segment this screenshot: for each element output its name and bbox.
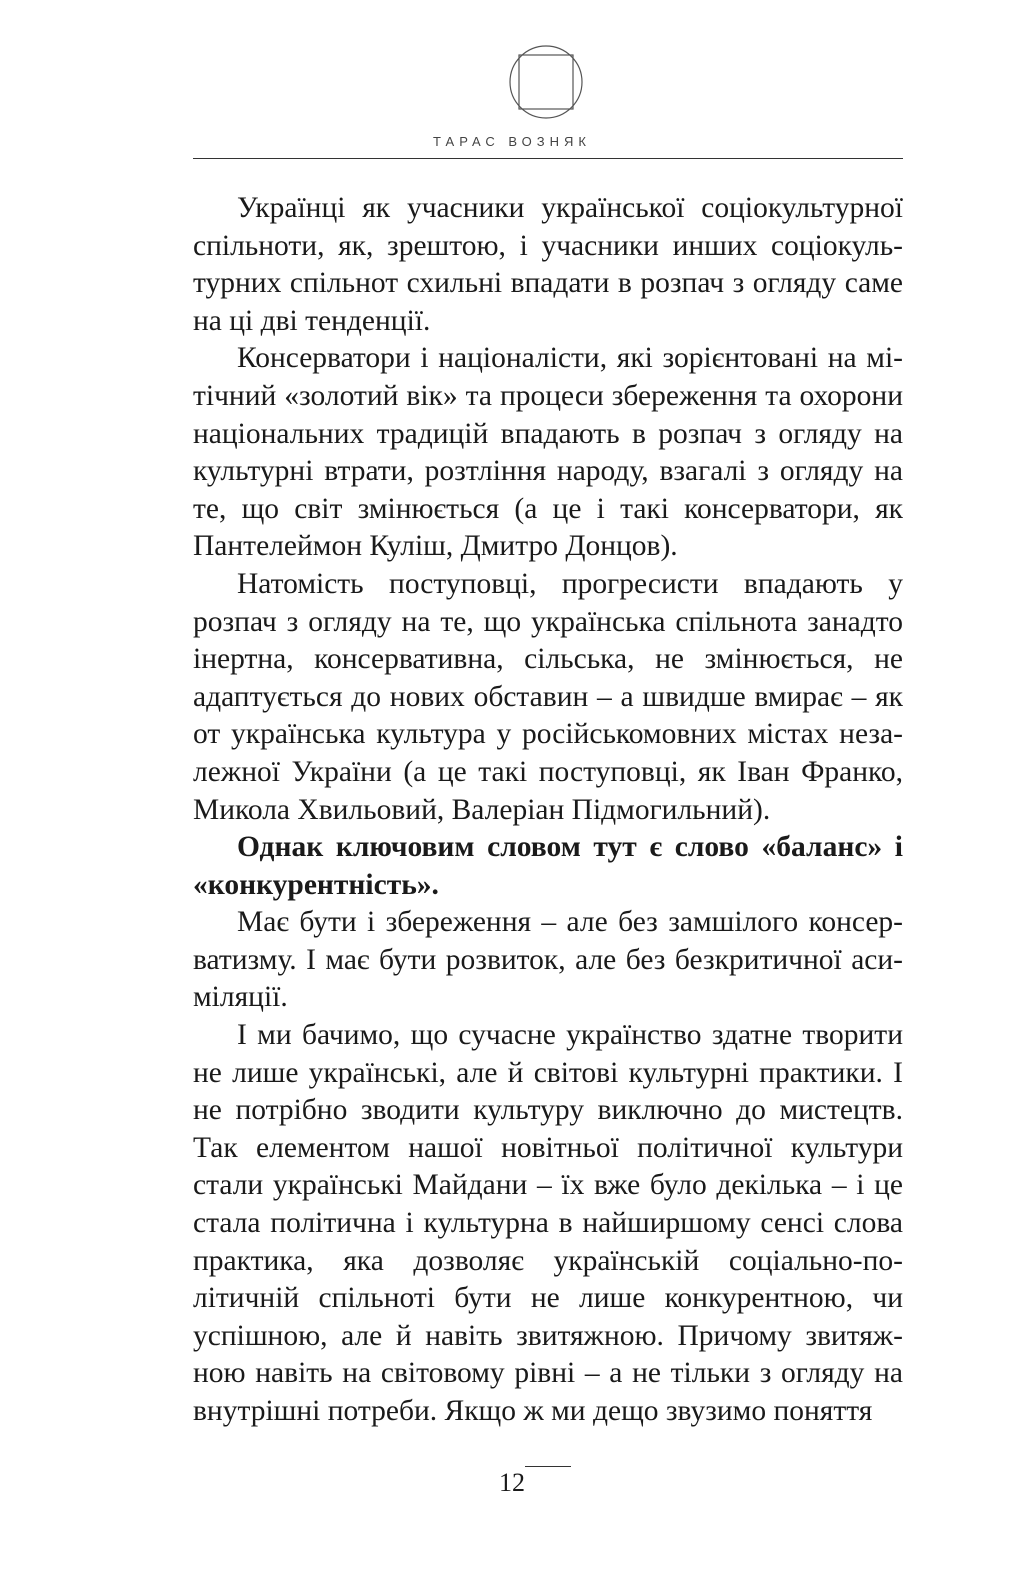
running-head: ТАРАС ВОЗНЯК [433, 134, 591, 149]
bold-paragraph: Однак ключовим словом тут є слово «баланс» і «конкурентність». [193, 831, 903, 901]
paragraph: Українці як учасники української соціокультурної спільноти, як, зрештою, і учасники инших соціокультурних спільнот схильні впадати в розпач з огляду саме на ці дві тенденції. [193, 192, 903, 337]
body-text [193, 190, 903, 1431]
paragraph: І ми бачимо, що сучасне українство здатне творити не лише українські, але й світові культурні практики. І не потрібно зводити культуру виключно до мистецтв. Так елементом нашої новітньої політичної культури стали українські Майдани – їх вже було декілька – і це стала політична і культурна в найширшому сенсі слова практика, яка дозволяє українській соціально-політичній спільноті бути не лише конкурентною, чи успішною, але й навіть звитяжною. Причому звитяжною навіть на світовому рівні – а не тільки з огляду на внутрішні потреби. Якщо ж ми дещо звузимо поняття [193, 1019, 903, 1427]
header-rule [193, 158, 903, 159]
page-number: 12 [499, 1468, 525, 1497]
paragraph: Натомість поступовці, прогресисти впадають у розпач з огляду на те, що українська спільнота занадто інертна, консервативна, сільська, не змінюється, не адаптується до нових обставин – а швидше вмирає – як от українська культура у російськомовних містах незалежної України (а це такі поступовці, як Іван Франко, Микола Хвильовий, Валеріан Підмогильний). [193, 567, 903, 826]
paragraph: Має бути і збереження – але без замшілого консерватизму. І має бути розвиток, але без безкритичної асиміляції. [193, 906, 903, 1014]
paragraph: Консерватори і націоналісти, які зорієнтовані на мітічний «золотий вік» та процеси збереження та охорони національних традицій впадають в розпач з огляду на культурні втрати, розтління народу, взагалі з огляду на те, що світ змінюється (а це і такі консерватори, як Пантелеймон Куліш, Дмитро Донцов). [193, 342, 903, 563]
folio-rule [525, 1466, 571, 1467]
circle-square-emblem-icon [508, 44, 584, 120]
